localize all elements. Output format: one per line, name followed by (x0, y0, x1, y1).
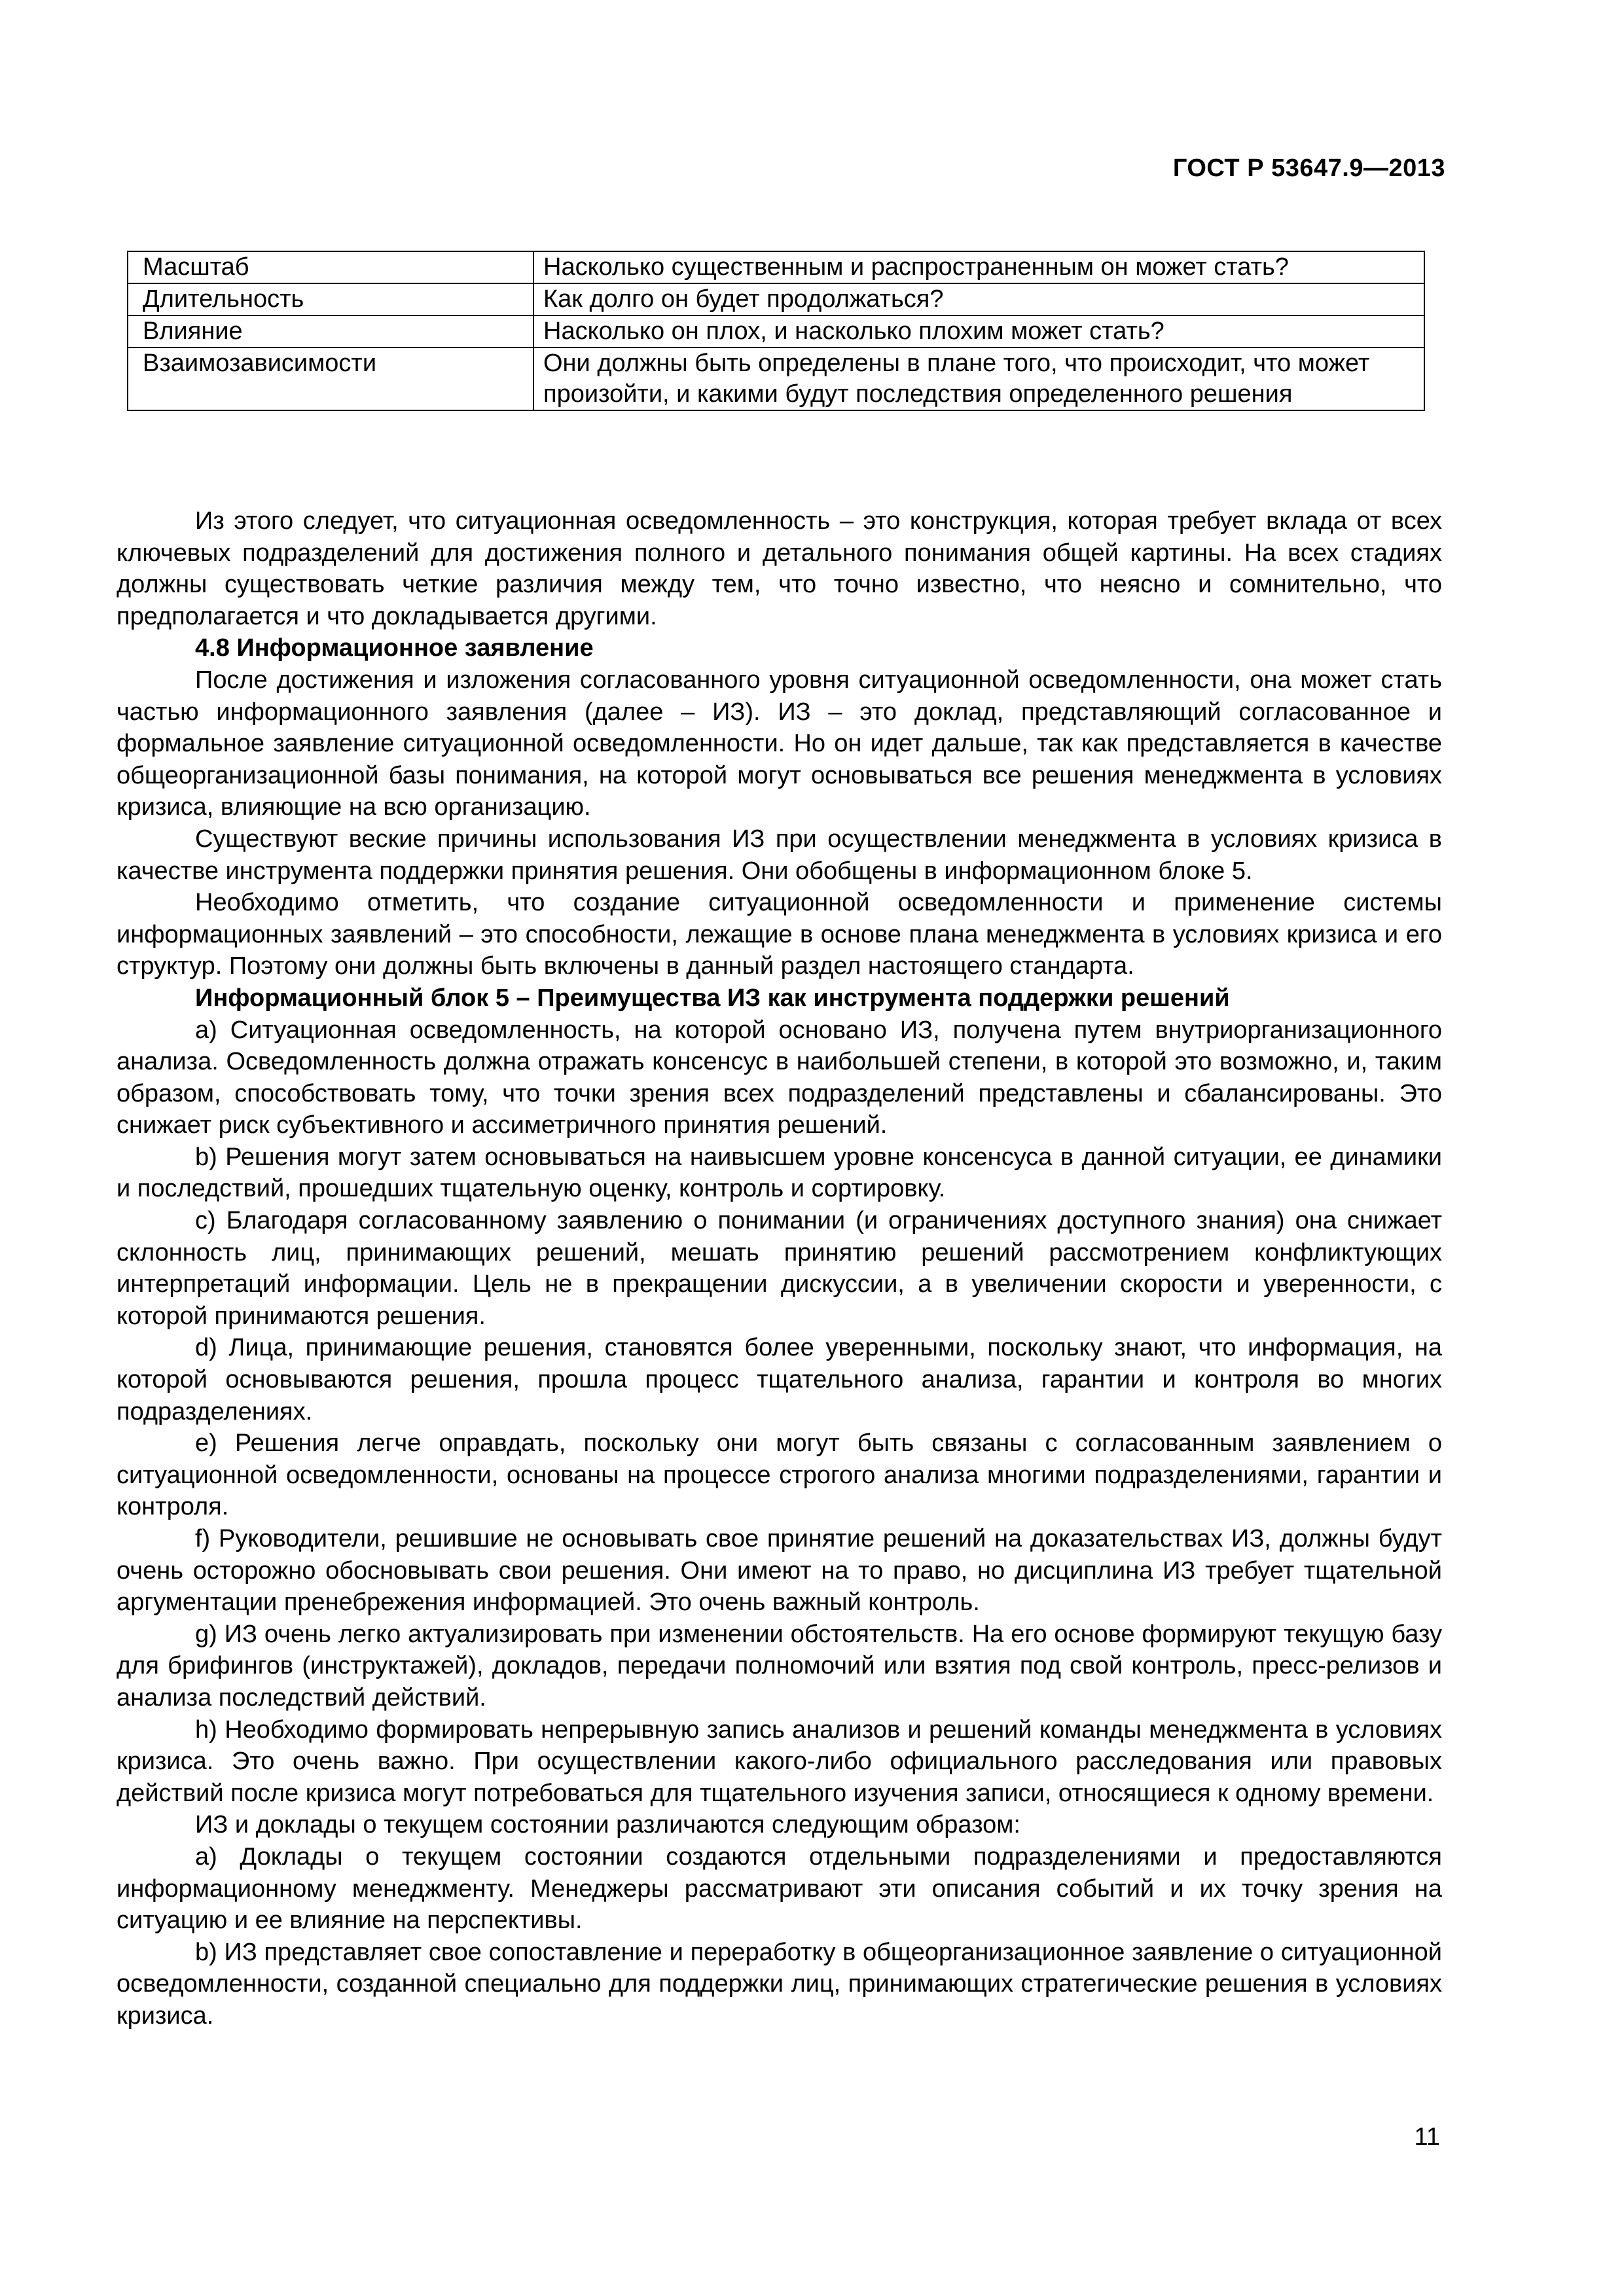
section-heading: 4.8 Информационное заявление (195, 634, 594, 662)
table-row (128, 251, 1424, 283)
table-cell-question: Насколько он плох, и насколько плохим может стать? (533, 315, 1424, 348)
list-item: a) Ситуационная осведомленность, на которой основано ИЗ, получена путем внутриорганизационного анализа. Осведомленность должна отражать консенсус в наибольшей степени, в которой это возможно, и, таким образом, способствовать тому, что точки зрения всех подразделений представлены и сбалансированы. Это снижает риск субъективного и ассиметричного принятия решений. (117, 1016, 1442, 1139)
list-item: a) Доклады о текущем состоянии создаются отдельными подразделениями и предоставляются информационному менеджменту. Менеджеры рассматривают эти описания событий и их точку зрения на ситуацию и ее влияние на перспективы. (117, 1842, 1442, 1935)
situation-criteria-table (127, 251, 1425, 411)
table-row (128, 348, 1424, 410)
table-cell-term: Влияние (128, 315, 533, 348)
paragraph: Существуют веские причины использования ИЗ при осуществлении менеджмента в условиях кризиса в качестве инструмента поддержки принятия решения. Они обобщены в информационном блоке 5. (117, 825, 1442, 885)
list-item: c) Благодаря согласованному заявлению о понимании (и ограничениях доступного знания) она снижает склонность лиц, принимающих решений, мешать принятию решений рассмотрением конфликтующих интерпретаций информации. Цель не в прекращении дискуссии, а в увеличении скорости и уверенности, с которой принимаются решения. (117, 1207, 1442, 1330)
page-number: 11 (1414, 2123, 1440, 2151)
list-item: d) Лица, принимающие решения, становятся более уверенными, поскольку знают, что информация, на которой основываются решения, прошла процесс тщательного анализа, гарантии и контроля во многих подразделениях. (117, 1334, 1442, 1426)
paragraph: Необходимо отметить, что создание ситуационной осведомленности и применение системы информационных заявлений – это способности, лежащие в основе плана менеджмента в условиях кризиса и его структур. Поэтому они должны быть включены в данный раздел настоящего стандарта. (117, 889, 1442, 980)
table-cell-term: Длительность (128, 283, 533, 315)
info-block-heading: Информационный блок 5 – Преимущества ИЗ как инструмента поддержки решений (195, 984, 1230, 1012)
paragraph: ИЗ и доклады о текущем состоянии различаются следующим образом: (195, 1811, 1020, 1839)
table-row (128, 315, 1424, 348)
table-cell-question: Как долго он будет продолжаться? (533, 283, 1424, 315)
list-item: g) ИЗ очень легко актуализировать при изменении обстоятельств. На его основе формируют текущую базу для брифингов (инструктажей), докладов, передачи полномочий или взятия под свой контроль, пресс-релизов и анализа последствий действий. (117, 1620, 1442, 1712)
table-cell-term: Масштаб (128, 251, 533, 283)
paragraph: После достижения и изложения согласованного уровня ситуационной осведомленности, она может стать частью информационного заявления (далее – ИЗ). ИЗ – это доклад, представляющий согласованное и формальное заявление ситуационной осведомленности. Но он идет дальше, так как представляется в качестве общеорганизационной базы понимания, на которой могут основываться все решения менеджмента в условиях кризиса, влияющие на всю организацию. (117, 666, 1442, 821)
table-cell-question: Они должны быть определены в плане того, что происходит, что может произойти, и какими будут последствия определенного решения (533, 348, 1424, 410)
list-item: b) Решения могут затем основываться на наивысшем уровне консенсуса в данной ситуации, ее динамики и последствий, прошедших тщательную оценку, контроль и сортировку. (117, 1143, 1442, 1203)
list-item: f) Руководители, решившие не основывать свое принятие решений на доказательствах ИЗ, должны будут очень осторожно обосновывать свои решения. Они имеют на то право, но дисциплина ИЗ требует тщательной аргументации пренебрежения информацией. Это очень важный контроль. (117, 1525, 1442, 1617)
table-row (128, 283, 1424, 315)
table-cell-term: Взаимозависимости (128, 348, 533, 410)
body-text (117, 505, 1442, 2032)
list-item: b) ИЗ представляет свое сопоставление и переработку в общеорганизационное заявление о ситуационной осведомленности, созданной специально для поддержки лиц, принимающих стратегические решения в условиях кризиса. (117, 1938, 1442, 2030)
document-code-header: ГОСТ Р 53647.9—2013 (1172, 154, 1445, 182)
paragraph: Из этого следует, что ситуационная осведомленность – это конструкция, которая требует вклада от всех ключевых подразделений для достижения полного и детального понимания общей картины. На всех стадиях должны существовать четкие различия между тем, что точно известно, что неясно и сомнительно, что предполагается и что докладывается другими. (117, 507, 1442, 630)
list-item: e) Решения легче оправдать, поскольку они могут быть связаны с согласованным заявлением о ситуационной осведомленности, основаны на процессе строгого анализа многими подразделениями, гарантии и контроля. (117, 1429, 1442, 1521)
list-item: h) Необходимо формировать непрерывную запись анализов и решений команды менеджмента в условиях кризиса. Это очень важно. При осуществлении какого-либо официального расследования или правовых действий после кризиса могут потребоваться для тщательного изучения записи, относящиеся к одному времени. (117, 1715, 1442, 1807)
table-cell-question: Насколько существенным и распространенным он может стать? (533, 251, 1424, 283)
